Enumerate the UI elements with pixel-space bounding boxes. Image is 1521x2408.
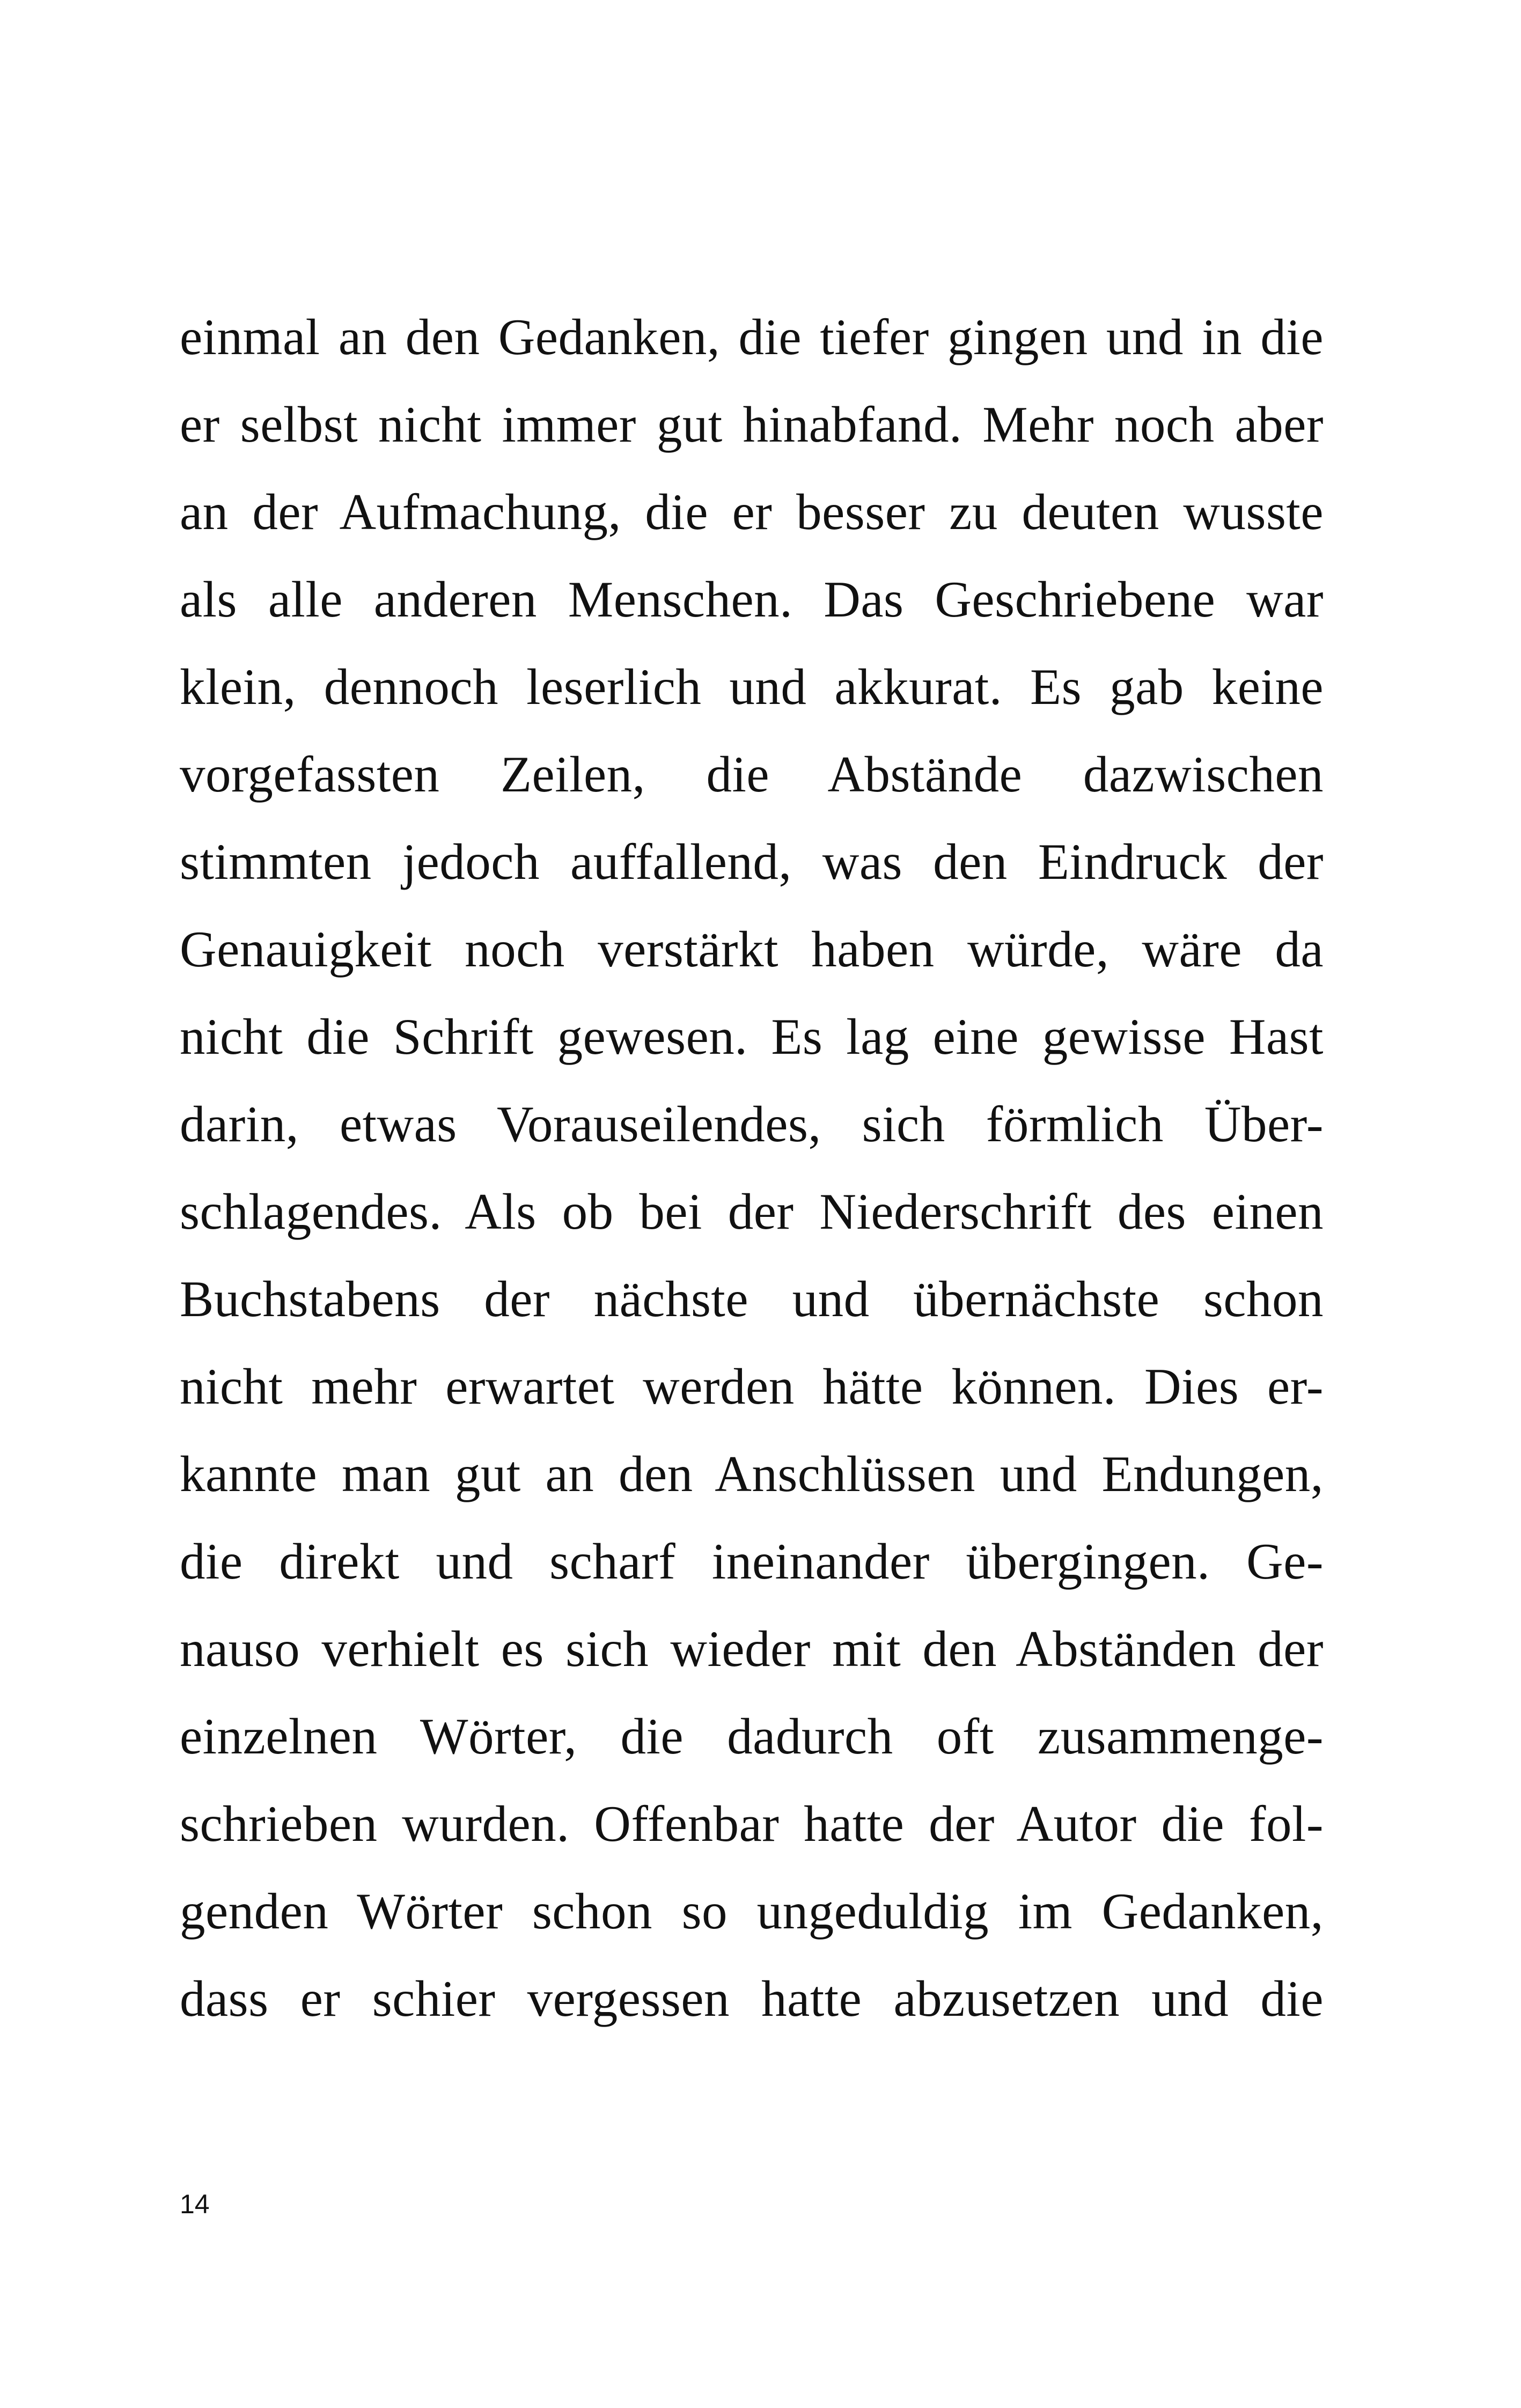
text-line: schlagendes. Als ob bei der Niederschrift des einen [180, 1183, 1324, 1240]
text-line: als alle anderen Menschen. Das Geschriebene war [180, 571, 1324, 628]
text-line: kannte man gut an den Anschlüssen und Endungen, [180, 1445, 1324, 1502]
text-line: klein, dennoch leserlich und akkurat. Es gab keine [180, 658, 1324, 715]
text-line: darin, etwas Vorauseilendes, sich förmlich Über- [180, 1096, 1324, 1152]
text-line: schrieben wurden. Offenbar hatte der Autor die fol- [180, 1795, 1324, 1852]
page-number: 14 [180, 2189, 210, 2219]
body-text [180, 293, 1324, 2043]
text-line: stimmten jedoch auffallend, was den Eindruck der [180, 833, 1324, 890]
text-line: einmal an den Gedanken, die tiefer gingen und in die [180, 309, 1324, 365]
text-line: die direkt und scharf ineinander übergingen. Ge- [180, 1533, 1324, 1590]
text-line: nicht mehr erwartet werden hätte können. Dies er- [180, 1358, 1324, 1415]
text-line: dass er schier vergessen hatte abzusetzen und die [180, 1970, 1324, 2027]
text-line: genden Wörter schon so ungeduldig im Gedanken, [180, 1883, 1324, 1940]
text-line: vorgefassten Zeilen, die Abstände dazwischen [180, 746, 1324, 803]
text-line: nauso verhielt es sich wieder mit den Abständen der [180, 1620, 1324, 1677]
text-line: er selbst nicht immer gut hinabfand. Mehr noch aber [180, 396, 1324, 453]
text-line: einzelnen Wörter, die dadurch oft zusammenge- [180, 1708, 1324, 1765]
text-line: Buchstabens der nächste und übernächste schon [180, 1271, 1324, 1327]
text-line: nicht die Schrift gewesen. Es lag eine gewisse Hast [180, 1008, 1324, 1065]
text-line: Genauigkeit noch verstärkt haben würde, wäre da [180, 921, 1324, 978]
text-line: an der Aufmachung, die er besser zu deuten wusste [180, 483, 1324, 540]
